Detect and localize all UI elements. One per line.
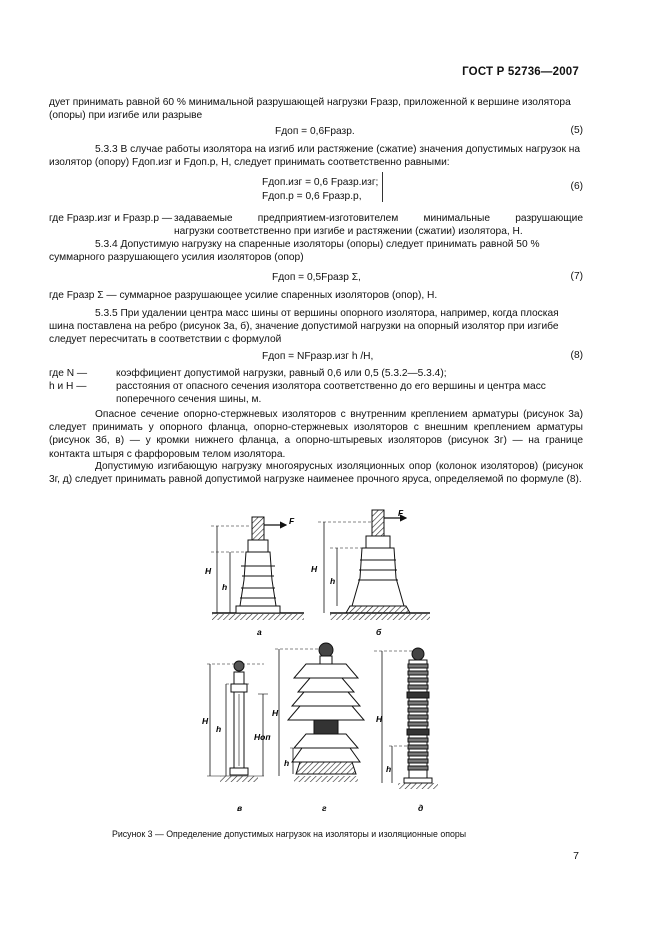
where-8-h-text1: расстояния от опасного сечения изолятора соответственно до его вершины и центра масс xyxy=(116,381,546,392)
where-6-text1: задаваемые предприятием-изготовителем минимальные разрушающие xyxy=(174,213,583,224)
paragraph-5-3-4: 5.3.4 Допустимую нагрузку на спаренные изоляторы (опоры) следует принимать равной 50 % суммарного разрушающего усилия изоляторов (опор) xyxy=(49,239,540,264)
formula-7: Fдоп = 0,5Fразр Σ, xyxy=(272,272,361,283)
where-8-n-lead: где N — xyxy=(49,368,88,379)
figure-v-H-label: H xyxy=(202,716,209,726)
paragraph-5-3-5: 5.3.5 При удалении центра масс шины от вершины опорного изолятора, например, когда плоская шина поставлена на ребро (рисунок 3а, б), значение допустимой нагрузки на опорный изолятор при изгибе следует пересчитать в соответствии с формулой xyxy=(49,308,559,346)
formula-5-number: (5) xyxy=(570,125,583,136)
paragraph-5-3-3: 5.3.3 В случае работы изолятора на изгиб или растяжение (сжатие) значения допустимых нагрузок на изолятор (опору) Fдоп.изг и Fдоп.р, Н, следует принимать соответственно равными: xyxy=(49,144,581,169)
where-7: где Fразр Σ — суммарное разрушающее усилие спаренных изоляторов (опор), Н. xyxy=(49,290,438,301)
figure-a-caption-letter: а xyxy=(257,627,262,637)
figure-d-H-label: H xyxy=(376,714,383,724)
figure-d-h-label: h xyxy=(386,764,392,774)
where-6-lead: где Fразр.изг и Fразр.р — xyxy=(49,213,173,224)
where-6-text2: нагрузки соответственно при изгибе и растяжении (сжатии) изолятора, Н. xyxy=(174,226,523,237)
figure-a-force-label: F xyxy=(289,516,295,526)
figure-d-caption-letter: д xyxy=(418,803,424,813)
figure-b-H-label: H xyxy=(311,564,318,574)
document-header: ГОСТ Р 52736—2007 xyxy=(462,66,579,78)
formula-5: Fдоп = 0,6Fразр. xyxy=(275,126,355,137)
figure-g-h-label: h xyxy=(284,758,290,768)
formula-6-number: (6) xyxy=(570,181,583,192)
formula-6-line1: Fдоп.изг = 0,6 Fразр.изг; xyxy=(262,177,379,188)
figure-b-force-label: F xyxy=(398,508,404,518)
paragraph-multitier: Допустимую изгибающую нагрузку многоярусных изоляционных опор (колонок изоляторов) (рисунок 3г, д) следует принимать равной допустимой нагрузке наименее прочного яруса, определяемой по формуле (8). xyxy=(49,461,583,486)
figure-g-caption-letter: г xyxy=(322,803,327,813)
figure-d-column xyxy=(374,648,438,789)
figure-a-insulator xyxy=(211,517,304,620)
where-8-h-lead: h и H — xyxy=(49,381,87,392)
figure-v-h-label: h xyxy=(216,724,222,734)
figure-a-H-label: H xyxy=(205,566,212,576)
figure-b-insulator xyxy=(318,510,430,620)
formula-6-line2: Fдоп.р = 0,6 Fразр.р, xyxy=(262,191,362,202)
figure-b-caption-letter: б xyxy=(376,627,382,637)
figure-g-H-label: H xyxy=(272,708,279,718)
paragraph-danger-section: Опасное сечение опорно-стержневых изоляторов с внутренним креплением арматуры (рисунок 3а) следует принимать у опорного фланца, опорно-стержневых изоляторов с внешним креплением арматуры (рисунок 3б, в) — у кромки нижнего фланца, а опорно-штыревых изоляторов (рисунок 3г) — на границе контакта штыря с фарфоровым телом изолятора. xyxy=(49,409,583,460)
figure-caption: Рисунок 3 — Определение допустимых нагрузок на изоляторы и изоляционные опоры xyxy=(112,829,467,839)
formula-8: Fдоп = NFразр.изг h /H, xyxy=(262,351,374,362)
formula-7-number: (7) xyxy=(570,271,583,282)
where-8-n-text: коэффициент допустимой нагрузки, равный 0,6 или 0,5 (5.3.2—5.3.4); xyxy=(116,368,447,379)
formula-8-number: (8) xyxy=(570,350,583,361)
where-8-h-text2: поперечного сечения шины, м. xyxy=(116,394,262,405)
figure-v-insulator xyxy=(207,661,268,782)
figure-b-h-label: h xyxy=(330,576,336,586)
figure-v-caption-letter: в xyxy=(237,803,243,813)
figure-v-Hop-label: Hоп xyxy=(254,732,271,742)
figure-a-h-label: h xyxy=(222,582,228,592)
page-number: 7 xyxy=(573,850,579,862)
paragraph-intro: дует принимать равной 60 % минимальной разрушающей нагрузки Fразр, приложенной к вершине изолятора (опоры) при изгибе или разрыве xyxy=(49,97,571,122)
